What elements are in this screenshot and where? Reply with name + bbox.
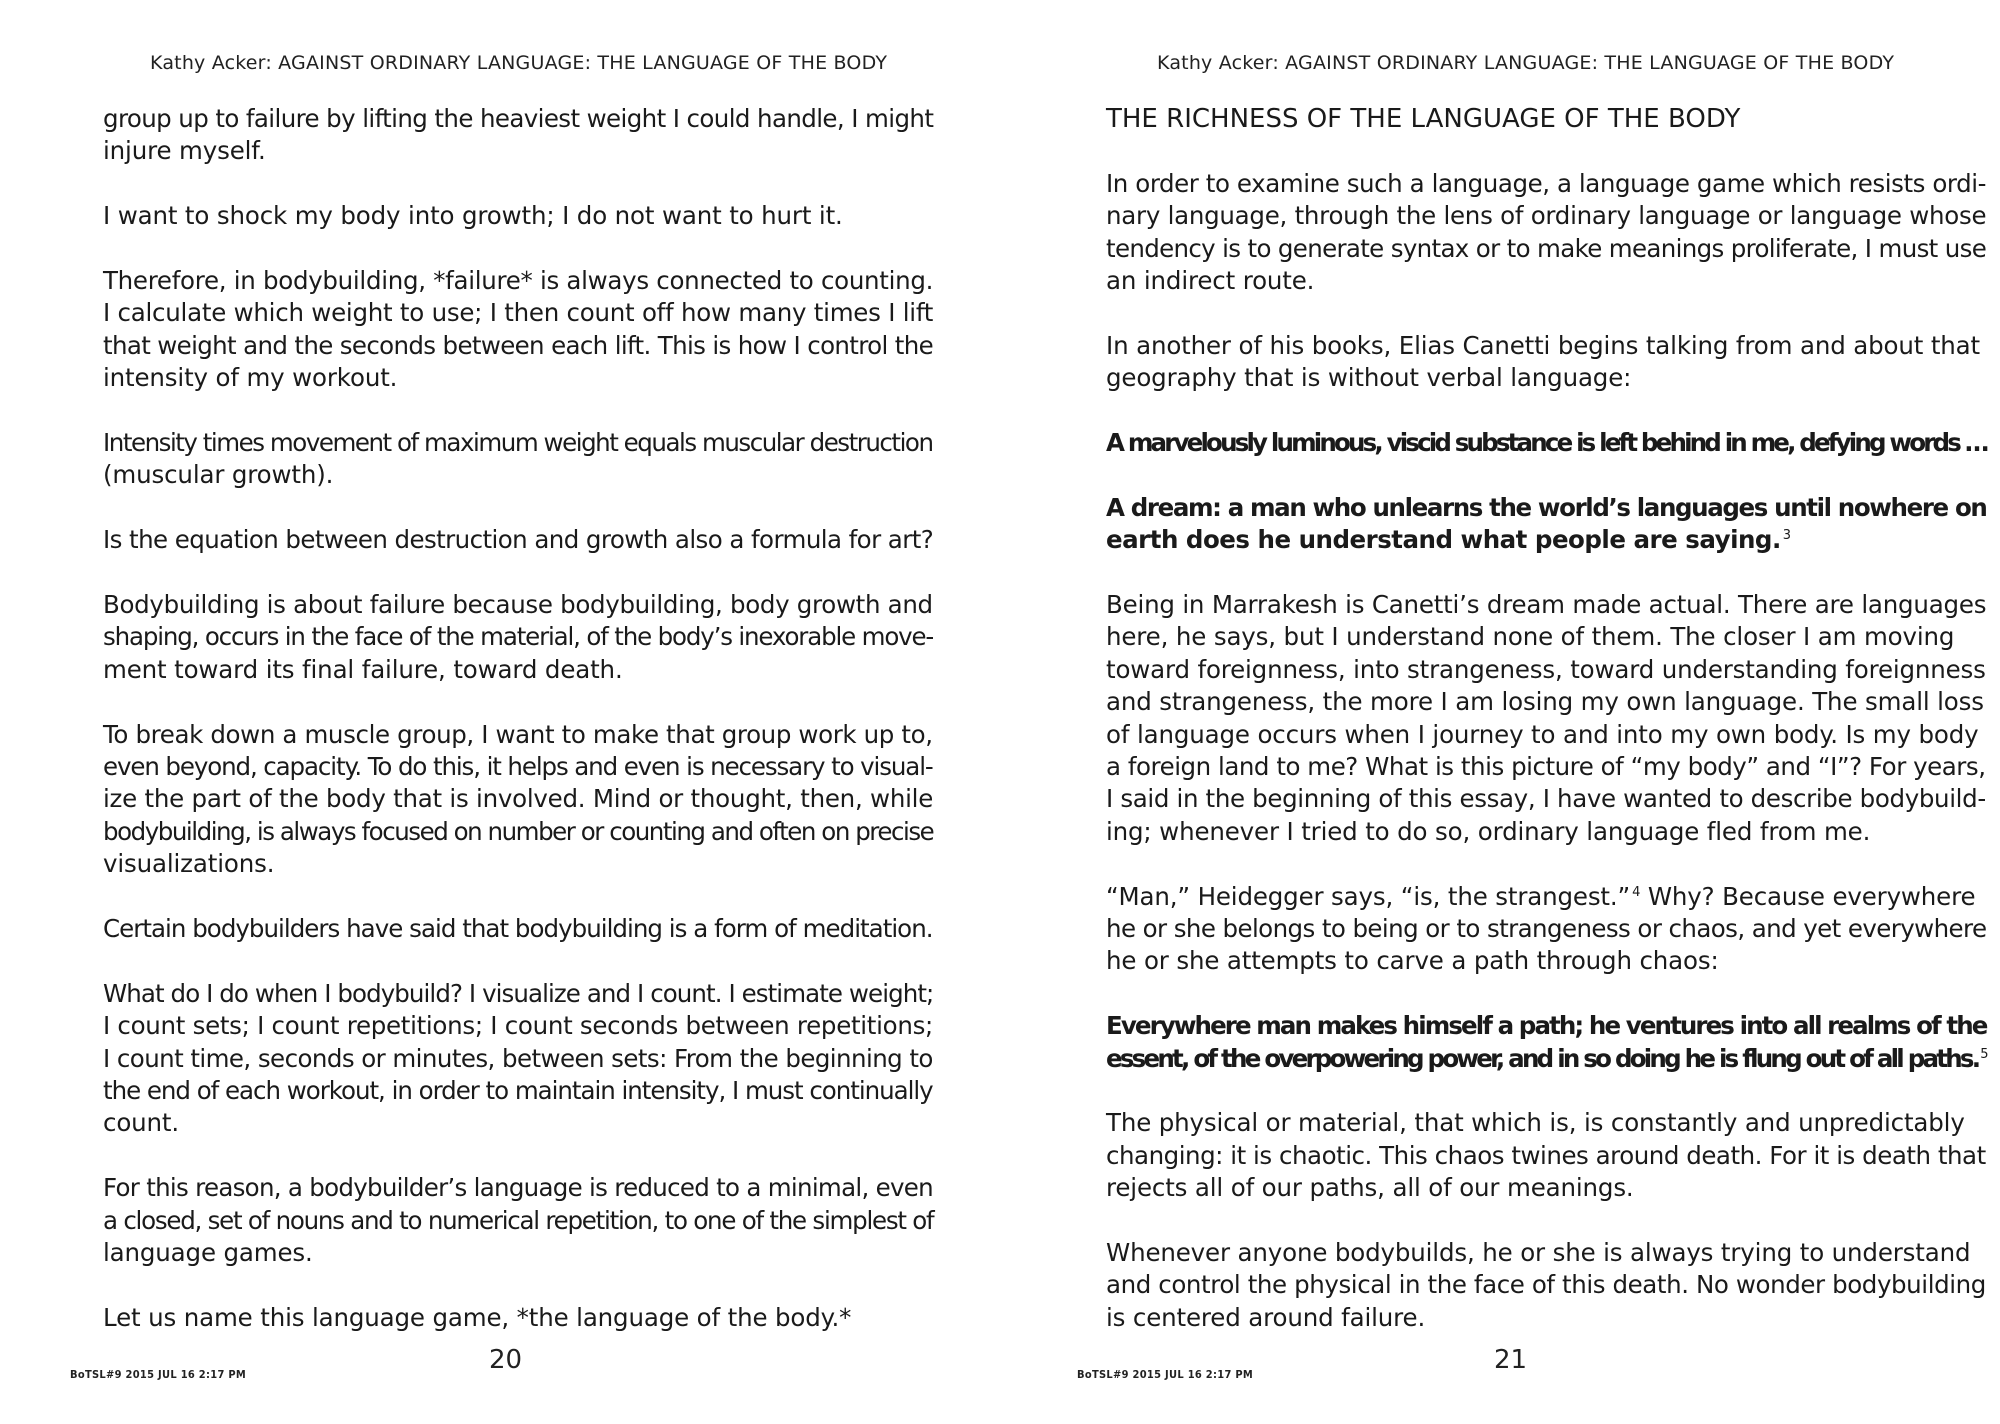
text-line: language games. xyxy=(103,1238,313,1268)
text-line: he or she attempts to carve a path through chaos: xyxy=(1106,946,1719,976)
print-slug: BoTSL#9 2015 JUL 16 2:17 PM xyxy=(70,1368,247,1381)
text-line: Bodybuilding is about failure because bodybuilding, body growth and xyxy=(103,590,933,620)
text-line: group up to failure by lifting the heaviest weight I could handle, I might xyxy=(103,104,934,133)
paragraph xyxy=(103,1172,933,1269)
text-line: Therefore, in bodybuilding, *failure* is always connected to counting. xyxy=(103,266,934,295)
text-line: Let us name this language game, *the language of the body.* xyxy=(103,1302,852,1332)
text-line: he or she belongs to being or to strangeness or chaos, and yet everywhere xyxy=(1106,914,1987,944)
running-head: Kathy Acker: AGAINST ORDINARY LANGUAGE: THE LANGUAGE OF THE BODY xyxy=(1157,52,1895,74)
text-line: a foreign land to me? What is this picture of “my body” and “I”? For years, xyxy=(1106,752,1986,782)
paragraph xyxy=(103,524,933,556)
text-line: even beyond, capacity. To do this, it helps and even is necessary to visual- xyxy=(103,752,933,782)
paragraph xyxy=(1106,881,1986,978)
paragraph xyxy=(103,913,933,945)
text-line: ize the part of the body that is involved. Mind or thought, then, while xyxy=(103,784,934,814)
paragraph xyxy=(1106,330,1986,395)
text-line: intensity of my workout. xyxy=(103,363,398,393)
text-line: Certain bodybuilders have said that bodybuilding is a form of meditation. xyxy=(103,914,933,944)
text-line: I calculate which weight to use; I then count off how many times I lift xyxy=(103,298,934,328)
paragraph xyxy=(103,719,933,881)
quote-text: earth does he understand what people are saying. xyxy=(1106,525,1781,555)
footnote-ref: 5 xyxy=(1980,1046,1986,1062)
text-line: bodybuilding, is always focused on number or counting and often on precise xyxy=(103,816,934,846)
print-slug: BoTSL#9 2015 JUL 16 2:17 PM xyxy=(1077,1368,1254,1381)
right-page xyxy=(1000,0,2000,1424)
text-line: For this reason, a bodybuilder’s language is reduced to a minimal, even xyxy=(103,1173,933,1203)
text-line: ment toward its final failure, toward death. xyxy=(103,654,623,684)
quote-text: essent, of the overpowering power, and in so doing he is flung out of all paths. xyxy=(1106,1043,1979,1073)
paragraph xyxy=(103,265,933,395)
text-line: Being in Marrakesh is Canetti’s dream made actual. There are languages xyxy=(1106,590,1987,620)
text-line: an indirect route. xyxy=(1106,266,1315,296)
text-line: (muscular growth). xyxy=(103,460,334,490)
block-quote xyxy=(1106,492,1986,557)
text-line: tendency is to generate syntax or to make meanings proliferate, I must use xyxy=(1106,233,1987,263)
footnote-ref: 3 xyxy=(1782,528,1791,544)
text-line: toward foreignness, into strangeness, toward understanding foreignness xyxy=(1106,654,1986,684)
text-line: a closed, set of nouns and to numerical repetition, to one of the simplest of xyxy=(103,1205,934,1235)
text-line: Is the equation between destruction and growth also a formula for art? xyxy=(103,525,934,555)
text-line: visualizations. xyxy=(103,849,275,879)
text-line: nary language, through the lens of ordinary language or language whose xyxy=(1106,201,1987,231)
text-line: is centered around failure. xyxy=(1106,1302,1426,1332)
text-line: What do I do when I bodybuild? I visualize and I count. I estimate weight; xyxy=(103,978,934,1008)
text-line: count. xyxy=(103,1108,180,1138)
paragraph xyxy=(1106,1107,1986,1204)
quote-line xyxy=(1106,1043,1986,1075)
text-line: The physical or material, that which is, is constantly and unpredictably xyxy=(1106,1108,1965,1138)
quote-line: A dream: a man who unlearns the world’s languages until nowhere on xyxy=(1106,492,1987,522)
text-line: the end of each workout, in order to maintain intensity, I must continually xyxy=(103,1076,933,1106)
text-line: To break down a muscle group, I want to make that group work up to, xyxy=(103,719,933,749)
paragraph xyxy=(103,103,933,168)
text-segment: “Man,” Heidegger says, “is, the strangest.” xyxy=(1106,881,1631,911)
block-quote xyxy=(1106,1010,1986,1075)
quote-line: A marvelously luminous, viscid substance is left behind in me, defying words … xyxy=(1106,428,1987,458)
text-line: I count sets; I count repetitions; I count seconds between repetitions; xyxy=(103,1011,934,1041)
paragraph xyxy=(1106,1237,1986,1334)
text-line: and strangeness, the more I am losing my own language. The small loss xyxy=(1106,687,1984,717)
text-line: geography that is without verbal language: xyxy=(1106,363,1632,393)
body-text xyxy=(1106,103,1986,1367)
text-line: In order to examine such a language, a language game which resists ordi- xyxy=(1106,168,1987,198)
quote-line xyxy=(1106,524,1986,556)
text-line: Whenever anyone bodybuilds, he or she is always trying to understand xyxy=(1106,1238,1971,1268)
paragraph xyxy=(1106,589,1986,848)
text-line: here, he says, but I understand none of them. The closer I am moving xyxy=(1106,622,1955,652)
text-line: of language occurs when I journey to and into my own body. Is my body xyxy=(1106,719,1979,749)
text-line: that weight and the seconds between each lift. This is how I control the xyxy=(103,330,934,360)
text-line: shaping, occurs in the face of the material, of the body’s inexorable move- xyxy=(103,622,934,652)
text-line: and control the physical in the face of this death. No wonder bodybuilding xyxy=(1106,1270,1986,1300)
text-line: changing: it is chaotic. This chaos twines around death. For it is death that xyxy=(1106,1140,1986,1170)
text-line: I count time, seconds or minutes, between sets: From the beginning to xyxy=(103,1043,933,1073)
page-number: 20 xyxy=(489,1345,523,1375)
text-line: In another of his books, Elias Canetti begins talking from and about that xyxy=(1106,330,1980,360)
block-quote xyxy=(1106,427,1986,459)
text-line: injure myself. xyxy=(103,136,266,166)
paragraph xyxy=(103,589,933,686)
text-line: ing; whenever I tried to do so, ordinary language fled from me. xyxy=(1106,816,1871,846)
page-number: 21 xyxy=(1494,1345,1528,1375)
text-segment: Why? Because everywhere xyxy=(1640,881,1976,911)
running-head: Kathy Acker: AGAINST ORDINARY LANGUAGE: THE LANGUAGE OF THE BODY xyxy=(150,52,888,74)
text-line: I said in the beginning of this essay, I have wanted to describe bodybuild- xyxy=(1106,784,1986,814)
text-line: I want to shock my body into growth; I do not want to hurt it. xyxy=(103,201,843,231)
paragraph xyxy=(103,427,933,492)
text-line: Intensity times movement of maximum weight equals muscular destruction xyxy=(103,428,933,458)
quote-line: Everywhere man makes himself a path; he ventures into all realms of the xyxy=(1106,1011,1987,1041)
paragraph xyxy=(1106,168,1986,298)
paragraph xyxy=(103,200,933,232)
paragraph xyxy=(103,1302,933,1334)
paragraph xyxy=(103,978,933,1140)
footnote-ref: 4 xyxy=(1632,884,1641,900)
text-line xyxy=(1106,881,1986,913)
body-text xyxy=(103,103,933,1367)
text-line: rejects all of our paths, all of our meanings. xyxy=(1106,1173,1634,1203)
section-heading: THE RICHNESS OF THE LANGUAGE OF THE BODY xyxy=(1106,104,1741,134)
